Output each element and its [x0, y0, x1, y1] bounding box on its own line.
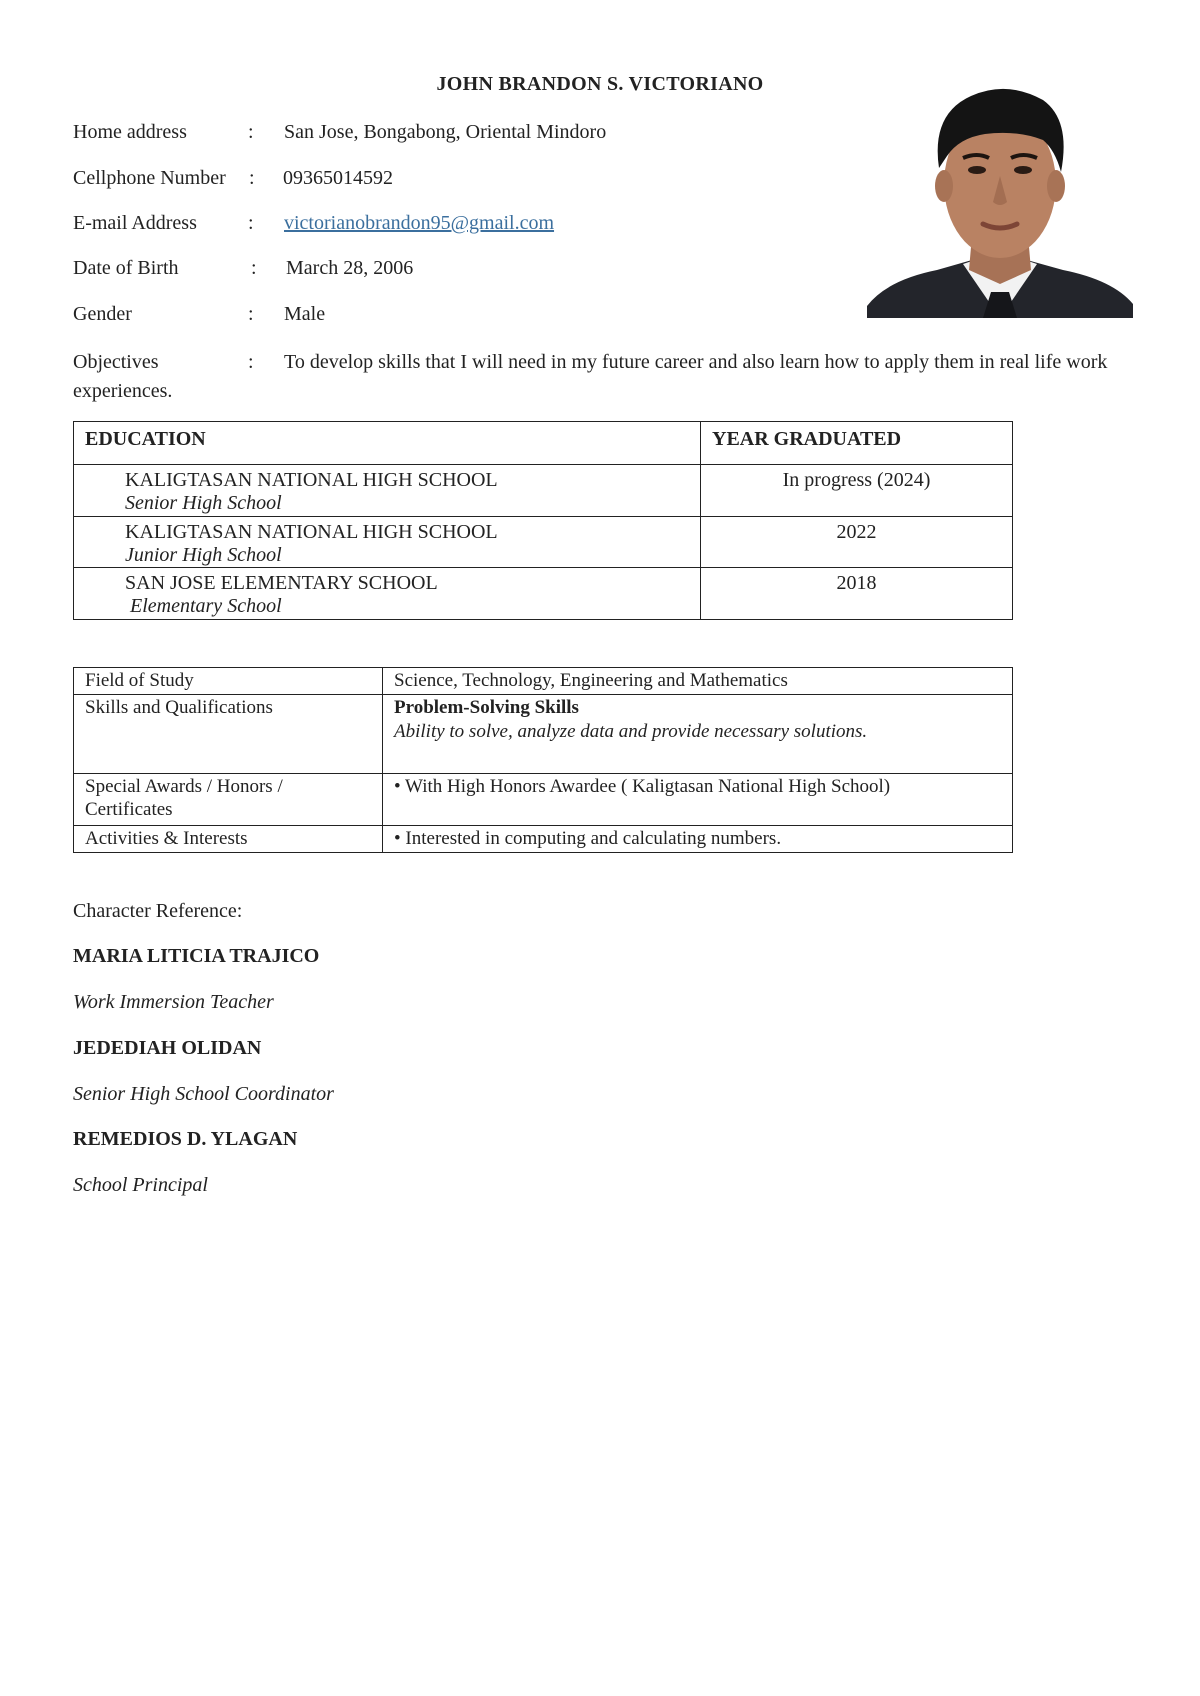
- reference-role: Work Immersion Teacher: [73, 991, 274, 1013]
- dob-colon: :: [251, 257, 257, 279]
- year-graduated: 2022: [701, 517, 1013, 568]
- school-name: KALIGTASAN NATIONAL HIGH SCHOOL: [125, 469, 498, 491]
- school-level: Senior High School: [125, 492, 282, 514]
- activities-value: • Interested in computing and calculating numbers.: [383, 826, 1013, 853]
- reference-name: REMEDIOS D. YLAGAN: [73, 1128, 298, 1150]
- reference-name: JEDEDIAH OLIDAN: [73, 1037, 262, 1059]
- character-reference-title: Character Reference:: [73, 900, 243, 922]
- objectives-value: To develop skills that I will need in my future career and also learn how to apply them in real life work experiences.: [73, 351, 1108, 402]
- education-school-cell: [74, 568, 701, 620]
- education-header-row: [74, 422, 1013, 465]
- objectives-row: [73, 348, 1133, 406]
- gender-label: Gender: [73, 303, 132, 325]
- skills-title: Problem-Solving Skills: [394, 697, 579, 718]
- school-name: KALIGTASAN NATIONAL HIGH SCHOOL: [125, 521, 498, 543]
- field-of-study-value: Science, Technology, Engineering and Mathematics: [383, 668, 1013, 695]
- reference-role: Senior High School Coordinator: [73, 1083, 334, 1105]
- table-row: [74, 668, 1013, 695]
- education-school-cell: [74, 517, 701, 568]
- year-graduated: 2018: [701, 568, 1013, 620]
- home-address-colon: :: [248, 121, 254, 143]
- table-row: [74, 465, 1013, 517]
- table-row: [74, 826, 1013, 853]
- field-of-study-label: Field of Study: [74, 668, 383, 695]
- email-link[interactable]: victorianobrandon95@gmail.com: [284, 212, 555, 234]
- school-level: Elementary School: [130, 595, 282, 617]
- activities-label: Activities & Interests: [74, 826, 383, 853]
- education-table: [73, 421, 1013, 620]
- objectives-colon: :: [248, 351, 254, 373]
- applicant-name: JOHN BRANDON S. VICTORIANO: [436, 73, 764, 95]
- table-row: [74, 517, 1013, 568]
- home-address-value: San Jose, Bongabong, Oriental Mindoro: [284, 121, 607, 143]
- reference-name: MARIA LITICIA TRAJICO: [73, 945, 320, 967]
- school-level: Junior High School: [125, 544, 282, 566]
- skills-cell: [383, 695, 1013, 774]
- skills-label: Skills and Qualifications: [74, 695, 383, 774]
- cellphone-colon: :: [249, 167, 255, 189]
- table-row: [74, 774, 1013, 826]
- table-row: [74, 695, 1013, 774]
- profile-table: [73, 667, 1013, 853]
- email-label: E-mail Address: [73, 212, 197, 234]
- gender-value: Male: [284, 303, 326, 325]
- table-row: [74, 568, 1013, 620]
- education-header: EDUCATION: [74, 422, 701, 465]
- objectives-label: Objectives: [73, 351, 159, 373]
- home-address-label: Home address: [73, 121, 187, 143]
- gender-colon: :: [248, 303, 254, 325]
- awards-value: • With High Honors Awardee ( Kaligtasan National High School): [383, 774, 1013, 826]
- skills-description: Ability to solve, analyze data and provide necessary solutions.: [394, 721, 868, 742]
- year-graduated-header: YEAR GRADUATED: [701, 422, 1013, 465]
- year-graduated: In progress (2024): [701, 465, 1013, 517]
- cellphone-label: Cellphone Number: [73, 167, 226, 189]
- school-name: SAN JOSE ELEMENTARY SCHOOL: [125, 572, 438, 594]
- email-colon: :: [248, 212, 254, 234]
- cellphone-value: 09365014592: [283, 167, 393, 189]
- reference-role: School Principal: [73, 1174, 208, 1196]
- dob-label: Date of Birth: [73, 257, 179, 279]
- profile-photo: [867, 84, 1133, 318]
- education-school-cell: [74, 465, 701, 517]
- dob-value: March 28, 2006: [286, 257, 414, 279]
- awards-label: Special Awards / Honors / Certificates: [74, 774, 383, 826]
